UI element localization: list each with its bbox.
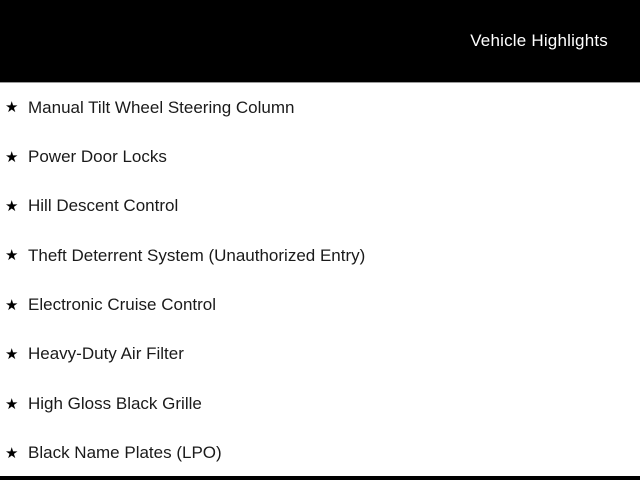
star-icon: ★	[5, 148, 19, 166]
star-icon: ★	[5, 296, 19, 314]
page-title: Vehicle Highlights	[470, 31, 608, 50]
star-icon: ★	[5, 346, 19, 364]
list-item-label: Power Door Locks	[28, 146, 167, 166]
list-item	[0, 231, 640, 280]
list-item	[0, 132, 640, 181]
list-item	[0, 83, 640, 132]
list-item	[0, 330, 640, 379]
list-item-label: Manual Tilt Wheel Steering Column	[28, 97, 295, 117]
star-icon: ★	[5, 247, 19, 265]
list-item-label: Hill Descent Control	[28, 196, 179, 216]
list-item	[0, 429, 640, 478]
list-item-label: Black Name Plates (LPO)	[28, 443, 222, 463]
highlights-list	[0, 83, 640, 478]
star-icon: ★	[5, 197, 19, 215]
star-icon: ★	[5, 99, 19, 117]
list-item	[0, 379, 640, 428]
list-item-label: Electronic Cruise Control	[28, 295, 217, 315]
list-item-label: Theft Deterrent System (Unauthorized Entry)	[28, 245, 366, 265]
star-icon: ★	[5, 395, 19, 413]
star-icon: ★	[5, 444, 19, 462]
list-item-label: Heavy-Duty Air Filter	[28, 344, 184, 364]
list-item	[0, 182, 640, 231]
list-item-label: High Gloss Black Grille	[28, 393, 202, 413]
list-item	[0, 281, 640, 330]
footer-bar	[0, 476, 640, 480]
header-bar	[0, 0, 640, 83]
